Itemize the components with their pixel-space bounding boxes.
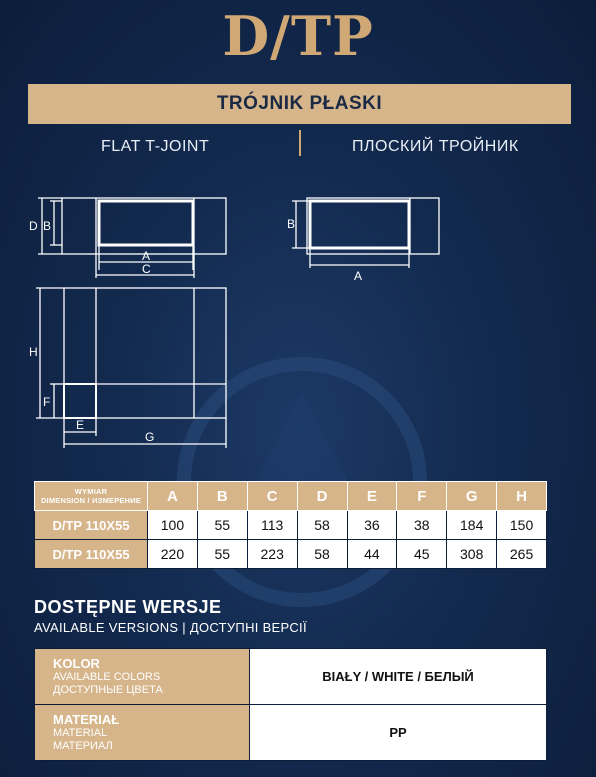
table-cell: 113	[247, 511, 297, 540]
material-label: MATERIAŁ MATERIAL МАТЕРИАЛ	[35, 705, 250, 761]
column-header: G	[447, 482, 497, 511]
side-view-body	[307, 198, 439, 254]
row-label: D/TP 110X55	[35, 540, 148, 569]
product-code: D/TP	[222, 4, 374, 68]
table-cell: 45	[397, 540, 447, 569]
dimensions-header-row	[35, 482, 547, 511]
column-header: C	[247, 482, 297, 511]
table-cell: 44	[347, 540, 397, 569]
label-b: B	[43, 219, 52, 233]
table-cell: 100	[148, 511, 198, 540]
label-h: H	[29, 345, 38, 359]
column-header: E	[347, 482, 397, 511]
dimensions-table	[34, 481, 547, 569]
label-c: C	[142, 262, 151, 276]
product-name-pl: TRÓJNIK PŁASKI	[216, 93, 383, 114]
row-label: D/TP 110X55	[35, 511, 148, 540]
table-cell: 58	[297, 540, 347, 569]
versions-subtitle: AVAILABLE VERSIONS | ДОСТУПНІ ВЕРСІЇ	[34, 620, 307, 635]
side-view-port	[310, 201, 409, 248]
table-cell: 223	[247, 540, 297, 569]
label-d: D	[29, 219, 38, 233]
title-divider	[299, 130, 301, 156]
versions-table	[34, 648, 547, 761]
table-cell: 184	[447, 511, 497, 540]
label-g: G	[145, 430, 155, 444]
color-value: BIAŁY / WHITE / БЕЛЫЙ	[250, 649, 547, 705]
table-cell: 265	[497, 540, 547, 569]
column-header: B	[197, 482, 247, 511]
column-header: A	[148, 482, 198, 511]
dimensions-header-label: WYMIAR DIMENSION / ИЗМЕРЕНИЕ	[35, 482, 148, 511]
material-value: PP	[250, 705, 547, 761]
column-header: D	[297, 482, 347, 511]
top-view-port	[99, 201, 193, 245]
table-cell: 55	[197, 540, 247, 569]
product-name-bar	[28, 84, 571, 124]
table-cell: 36	[347, 511, 397, 540]
column-header: F	[397, 482, 447, 511]
product-name-en: FLAT T-JOINT	[101, 138, 210, 155]
color-label: KOLOR AVAILABLE COLORS ДОСТУПНЫЕ ЦВЕТА	[35, 649, 250, 705]
table-cell: 58	[297, 511, 347, 540]
table-cell: 308	[447, 540, 497, 569]
product-name-ru: ПЛОСКИЙ ТРОЙНИК	[352, 138, 519, 155]
table-row	[35, 540, 547, 569]
label-b-side: B	[287, 217, 296, 231]
versions-title: DOSTĘPNE WERSJE	[34, 597, 222, 617]
table-row	[35, 649, 547, 705]
table-row	[35, 511, 547, 540]
label-f: F	[43, 395, 51, 409]
technical-drawing	[0, 180, 596, 470]
table-cell: 220	[148, 540, 198, 569]
label-a: A	[142, 249, 151, 263]
label-a-side: A	[354, 269, 363, 283]
table-cell: 150	[497, 511, 547, 540]
label-e: E	[76, 418, 85, 432]
table-cell: 38	[397, 511, 447, 540]
front-view-body	[64, 288, 226, 418]
front-view-outlet	[64, 384, 96, 418]
table-cell: 55	[197, 511, 247, 540]
table-row	[35, 705, 547, 761]
column-header: H	[497, 482, 547, 511]
